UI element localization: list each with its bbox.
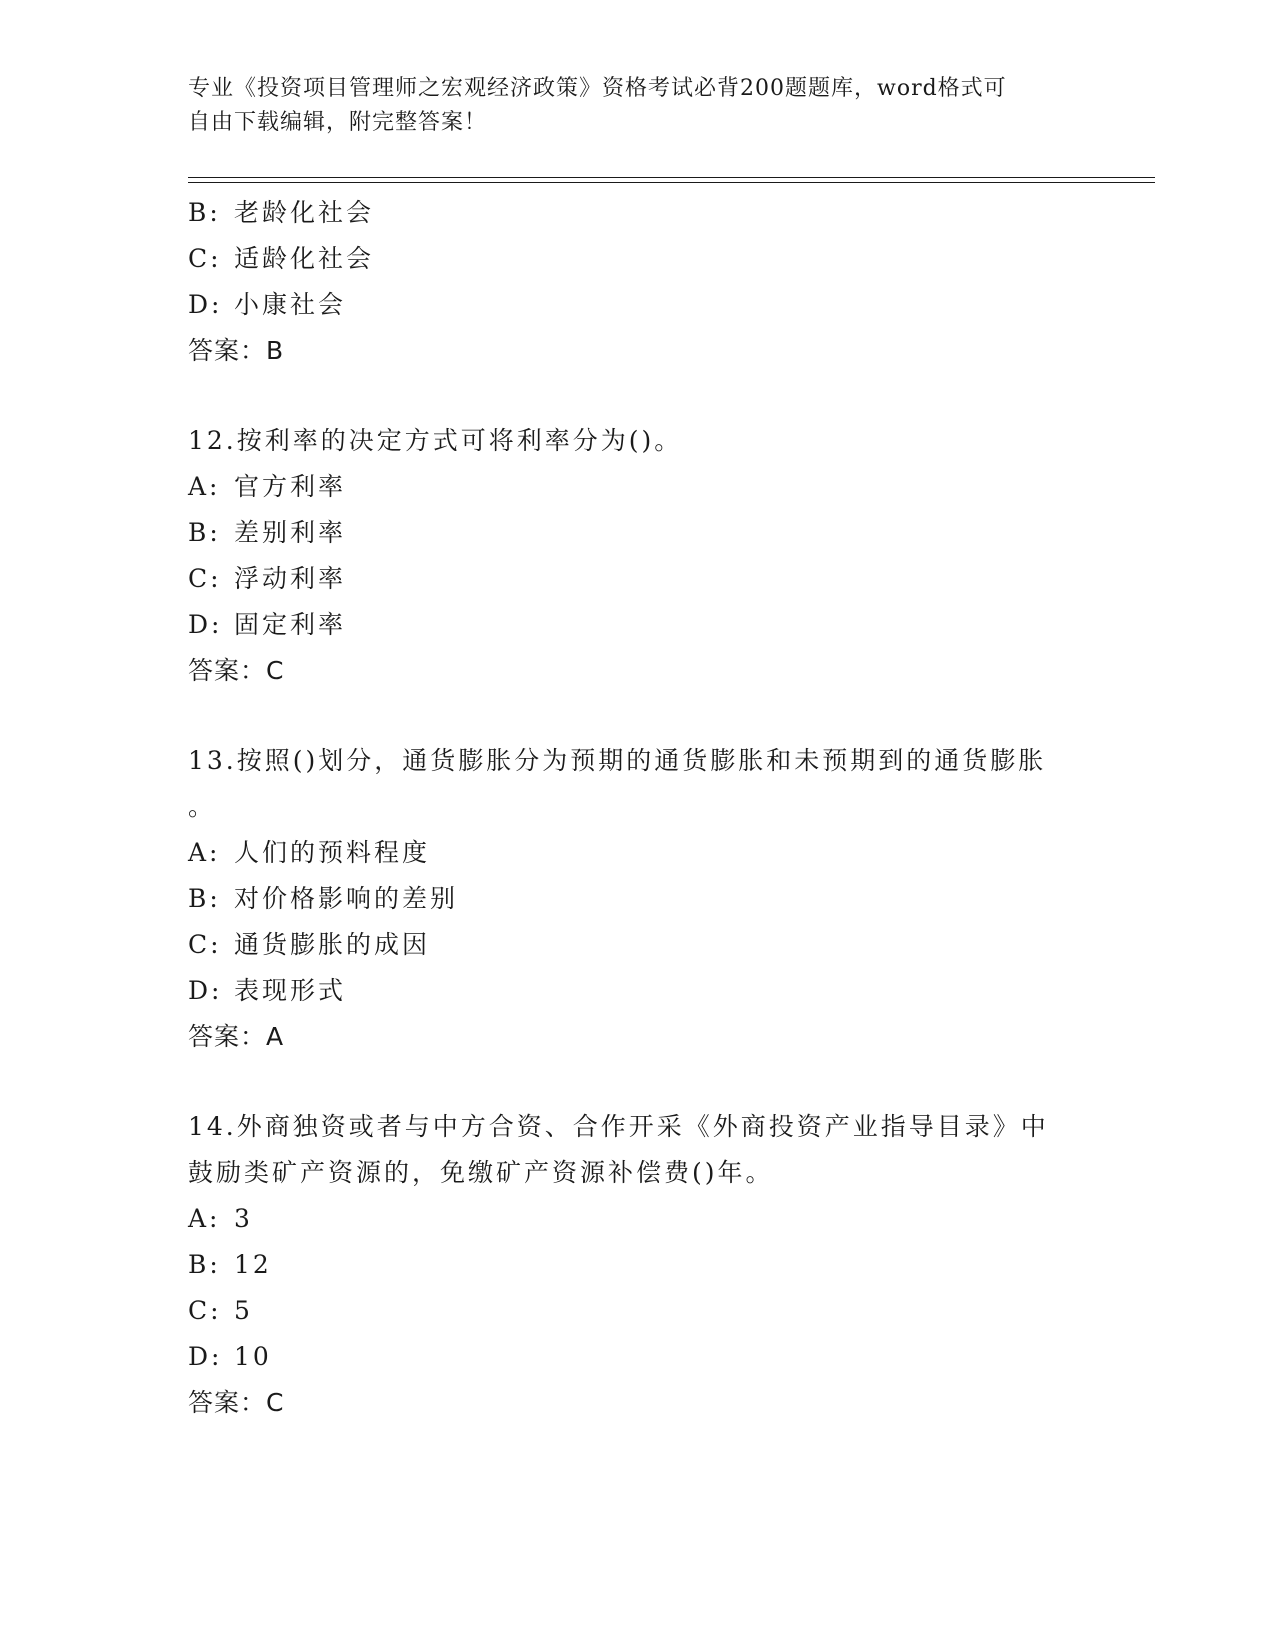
option-letter: C: xyxy=(188,564,222,593)
option-text: 固定利率 xyxy=(234,610,347,639)
option-text: 5 xyxy=(234,1296,253,1325)
question-list xyxy=(188,190,1088,1470)
option-text: 小康社会 xyxy=(234,290,347,319)
answer-line: 答案：C xyxy=(188,656,285,685)
option-row xyxy=(188,464,1088,510)
option-row xyxy=(188,1196,1088,1242)
option-letter: B: xyxy=(188,198,221,227)
option-row xyxy=(188,922,1088,968)
option-row xyxy=(188,876,1088,922)
option-letter: B: xyxy=(188,518,221,547)
option-text: 10 xyxy=(234,1342,272,1371)
answer-line: 答案：A xyxy=(188,1022,285,1051)
option-row xyxy=(188,1334,1088,1380)
question-block xyxy=(188,738,1088,1060)
option-row xyxy=(188,556,1088,602)
option-row xyxy=(188,190,1088,236)
header-line-1: 专业《投资项目管理师之宏观经济政策》资格考试必背200题题库，word格式可 xyxy=(188,76,1007,101)
option-letter: D: xyxy=(188,610,223,639)
option-row xyxy=(188,1288,1088,1334)
option-letter: A: xyxy=(188,1204,221,1233)
question-block xyxy=(188,190,1088,374)
option-text: 对价格影响的差别 xyxy=(234,884,459,913)
option-letter: C: xyxy=(188,930,222,959)
option-row xyxy=(188,1242,1088,1288)
option-text: 人们的预料程度 xyxy=(234,838,431,867)
question-stem-continued: 鼓励类矿产资源的，免缴矿产资源补偿费()年。 xyxy=(188,1158,774,1187)
answer-line: 答案：B xyxy=(188,336,285,365)
option-row xyxy=(188,830,1088,876)
option-letter: A: xyxy=(188,472,221,501)
answer-line: 答案：C xyxy=(188,1388,285,1417)
option-text: 3 xyxy=(234,1204,253,1233)
header-rule-top xyxy=(188,177,1155,178)
question-stem: 14.外商独资或者与中方合资、合作开采《外商投资产业指导目录》中 xyxy=(188,1112,1049,1141)
option-text: 通货膨胀的成因 xyxy=(234,930,431,959)
header-line-2: 自由下载编辑，附完整答案！ xyxy=(188,110,488,135)
option-text: 差别利率 xyxy=(234,518,347,547)
document-header xyxy=(188,72,1068,140)
option-text: 老龄化社会 xyxy=(234,198,375,227)
option-text: 表现形式 xyxy=(234,976,347,1005)
header-rule-bottom xyxy=(188,182,1155,183)
option-letter: C: xyxy=(188,244,222,273)
question-stem: 12.按利率的决定方式可将利率分为()。 xyxy=(188,426,683,455)
option-letter: D: xyxy=(188,976,223,1005)
option-letter: A: xyxy=(188,838,221,867)
option-row xyxy=(188,236,1088,282)
option-row xyxy=(188,602,1088,648)
question-stem-continued: 。 xyxy=(188,792,217,821)
option-letter: D: xyxy=(188,290,223,319)
option-letter: B: xyxy=(188,884,221,913)
option-text: 浮动利率 xyxy=(234,564,347,593)
option-text: 官方利率 xyxy=(234,472,347,501)
option-letter: D: xyxy=(188,1342,223,1371)
option-row xyxy=(188,968,1088,1014)
option-text: 12 xyxy=(234,1250,272,1279)
option-row xyxy=(188,510,1088,556)
question-block xyxy=(188,1104,1088,1426)
question-block xyxy=(188,418,1088,694)
question-stem: 13.按照()划分，通货膨胀分为预期的通货膨胀和未预期到的通货膨胀 xyxy=(188,746,1047,775)
option-row xyxy=(188,282,1088,328)
option-letter: C: xyxy=(188,1296,222,1325)
option-letter: B: xyxy=(188,1250,221,1279)
option-text: 适龄化社会 xyxy=(234,244,375,273)
